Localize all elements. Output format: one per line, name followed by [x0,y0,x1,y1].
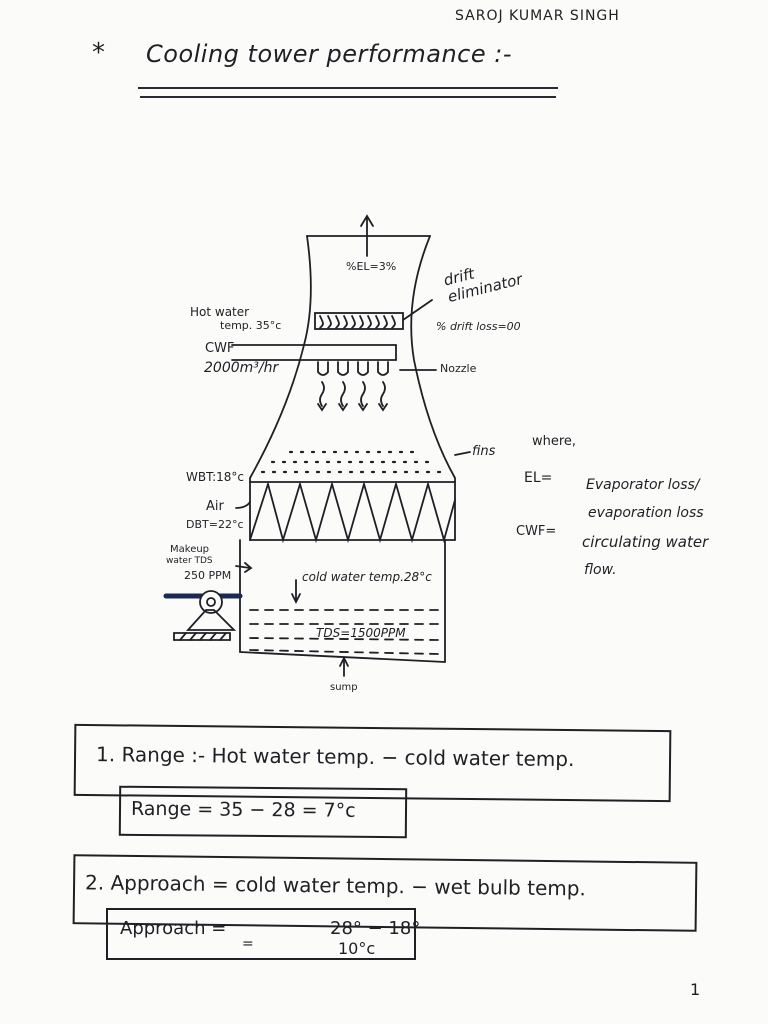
legend-el-line1: Evaporator loss/ [586,477,700,493]
range-calculation: Range = 35 − 28 = 7°c [130,797,356,822]
makeup-label: Makeup [170,544,210,555]
leader-air [236,502,250,508]
legend-where: where, [532,434,577,449]
sump-tds-label: TDS=1500PPM [316,626,406,640]
title-marker: * [92,38,105,68]
nozzle [338,362,348,375]
approach-calculation-box [106,908,421,960]
nozzle [358,362,368,375]
hot-water-label: Hot water [190,305,250,319]
page-number: 1 [690,980,701,999]
drift-loss-label: % drift loss=00 [436,320,521,333]
fill-zigzag [250,484,455,540]
air-label: Air [206,499,224,514]
tower-left-wall [250,236,311,540]
cwf-value: 2000m³/hr [204,360,279,376]
fill-dots [262,452,445,472]
approach-label: Approach = [120,918,227,939]
nozzle [378,362,388,375]
approach-value-2: 10°c [338,939,376,958]
nozzle-label: Nozzle [440,362,477,375]
cwf-label: CWF [205,341,235,356]
range-calculation-box [119,786,407,839]
spray-arrow [320,382,324,406]
page-title: Cooling tower performance :- [146,40,513,68]
sump-label: sump [330,682,358,693]
spray-arrow [361,382,365,406]
leader-fins [455,452,470,455]
legend-el-key: EL= [524,470,553,486]
approach-definition: 2. Approach = cold water temp. − wet bulb temp. [84,870,587,901]
hot-water-temp: temp. 35°c [220,319,282,332]
legend-cwf-line1: circulating water [582,533,709,551]
dbt-label: DBT=22°c [186,518,244,531]
fins-label: fins [472,444,496,459]
approach-equals-2: = [242,936,254,952]
makeup-tds-label: water TDS [166,556,213,566]
leader-drift [403,300,432,320]
wbt-label: WBT:18°c [186,470,245,484]
spray-arrow [341,382,345,406]
author-name: SAROJ KUMAR SINGH [455,8,620,24]
makeup-tds-value: 250 PPM [184,569,232,582]
legend-cwf-key: CWF= [516,524,557,539]
nozzle [318,362,328,375]
range-definition: 1. Range :- Hot water temp. − cold water temp. [95,742,575,772]
cold-water-label: cold water temp.28°c [302,570,432,584]
legend-cwf-line2: flow. [584,562,617,578]
drift-eliminator-label: drift eliminator [441,264,525,306]
approach-value-1: 28° − 18° [330,918,421,939]
evaporation-loss-label: %EL=3% [346,260,397,273]
legend-el-line2: evaporation loss [588,505,704,521]
spray-arrow [381,382,385,406]
